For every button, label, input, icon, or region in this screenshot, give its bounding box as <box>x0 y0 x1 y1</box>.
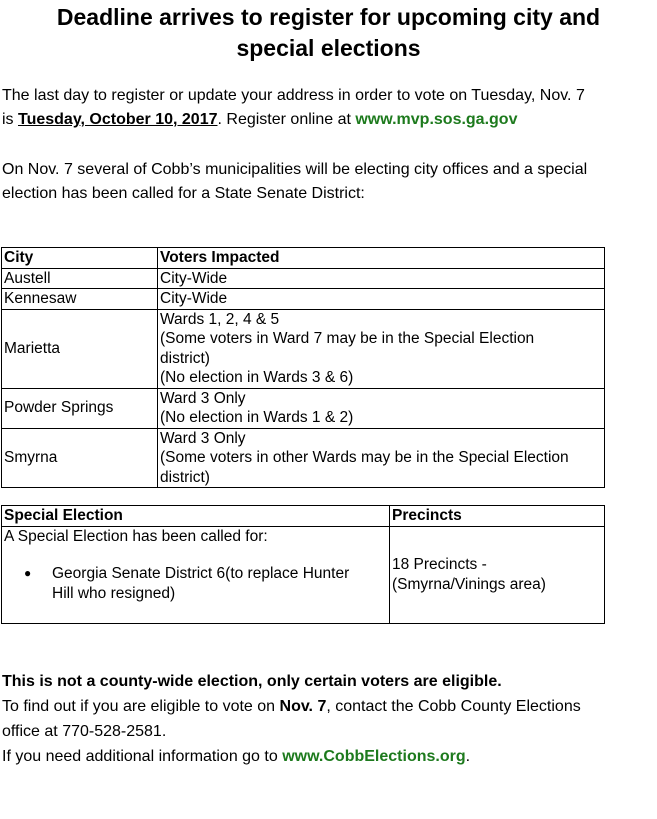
cobb-elections-link[interactable]: www.CobbElections.org <box>282 748 466 765</box>
voters-line: City-Wide <box>160 290 228 307</box>
city-name: Kennesaw <box>2 289 158 310</box>
municipal-line-1: On Nov. 7 several of Cobb’s municipalities will be electing city offices and a special <box>2 161 588 178</box>
find-suffix: , contact the Cobb County Elections <box>326 698 581 715</box>
precincts-line-1: 18 Precincts - <box>392 556 487 573</box>
voters-line: (Some voters in Ward 7 may be in the Special Election <box>160 330 535 347</box>
list-item <box>4 564 387 603</box>
voters-impacted <box>158 309 605 388</box>
title-line-1: Deadline arrives to register for upcoming city and <box>56 4 601 30</box>
bullet-line-1: Georgia Senate District 6(to replace Hunter <box>52 565 350 582</box>
special-election-table <box>1 505 605 624</box>
find-out-line <box>2 694 581 719</box>
table-row <box>2 388 605 428</box>
deadline-date: Tuesday, October 10, 2017 <box>18 111 218 128</box>
city-name: Powder Springs <box>2 388 158 428</box>
voters-impacted <box>158 268 605 289</box>
special-election-cell <box>2 526 390 623</box>
header-special-election: Special Election <box>2 506 390 527</box>
find-date: Nov. 7 <box>279 698 327 715</box>
voters-line: Ward 3 Only <box>160 429 246 447</box>
header-voters-impacted: Voters Impacted <box>158 248 605 269</box>
eligibility-notice: This is not a county-wide election, only certain voters are eligible. <box>2 673 502 690</box>
register-link[interactable]: www.mvp.sos.ga.gov <box>355 111 518 128</box>
office-phone-line: office at 770-528-2581. <box>2 723 167 740</box>
table-row <box>2 268 605 289</box>
table-row <box>2 289 605 310</box>
header-city: City <box>2 248 158 269</box>
voters-impacted <box>158 428 605 488</box>
footer-section <box>2 669 581 769</box>
voters-line: (No election in Wards 3 & 6) <box>160 369 354 386</box>
find-prefix: To find out if you are eligible to vote on <box>2 698 280 715</box>
info-suffix: . <box>465 748 471 765</box>
voters-line: district) <box>160 468 210 486</box>
table-row <box>2 309 605 388</box>
city-name: Smyrna <box>2 428 158 488</box>
voters-line: Wards 1, 2, 4 & 5 <box>160 310 280 328</box>
special-intro: A Special Election has been called for: <box>4 527 268 545</box>
page-title <box>0 2 657 64</box>
voters-line: (No election in Wards 1 & 2) <box>160 409 354 426</box>
register-text: . Register online at <box>217 111 356 128</box>
special-table-header <box>2 506 605 527</box>
bullet-icon: ● <box>24 566 32 580</box>
voters-impacted <box>158 388 605 428</box>
municipal-paragraph <box>2 158 587 206</box>
table-row <box>2 526 605 623</box>
intro-paragraph <box>2 84 585 132</box>
voters-impacted <box>158 289 605 310</box>
voters-line: Ward 3 Only <box>160 389 246 407</box>
info-prefix: If you need additional information go to <box>2 748 283 765</box>
voters-line: (Some voters in other Wards may be in the Special Election <box>160 449 569 466</box>
intro-line-1: The last day to register or update your address in order to vote on Tuesday, Nov. 7 <box>2 87 585 104</box>
header-precincts: Precincts <box>390 506 605 527</box>
city-table <box>1 247 605 488</box>
city-name: Austell <box>2 268 158 289</box>
municipal-line-2: election has been called for a State Senate District: <box>2 185 365 202</box>
intro-is: is <box>2 111 18 128</box>
precincts-line-2: (Smyrna/Vinings area) <box>392 575 546 593</box>
intro-line-2 <box>2 108 585 132</box>
bullet-line-2: Hill who resigned) <box>52 584 176 602</box>
precincts-cell <box>390 526 605 623</box>
city-table-header <box>2 248 605 269</box>
city-name: Marietta <box>2 309 158 388</box>
voters-line: City-Wide <box>160 269 228 287</box>
info-line <box>2 744 581 769</box>
voters-line: district) <box>160 349 210 367</box>
title-line-2: special elections <box>236 35 421 61</box>
table-row <box>2 428 605 488</box>
